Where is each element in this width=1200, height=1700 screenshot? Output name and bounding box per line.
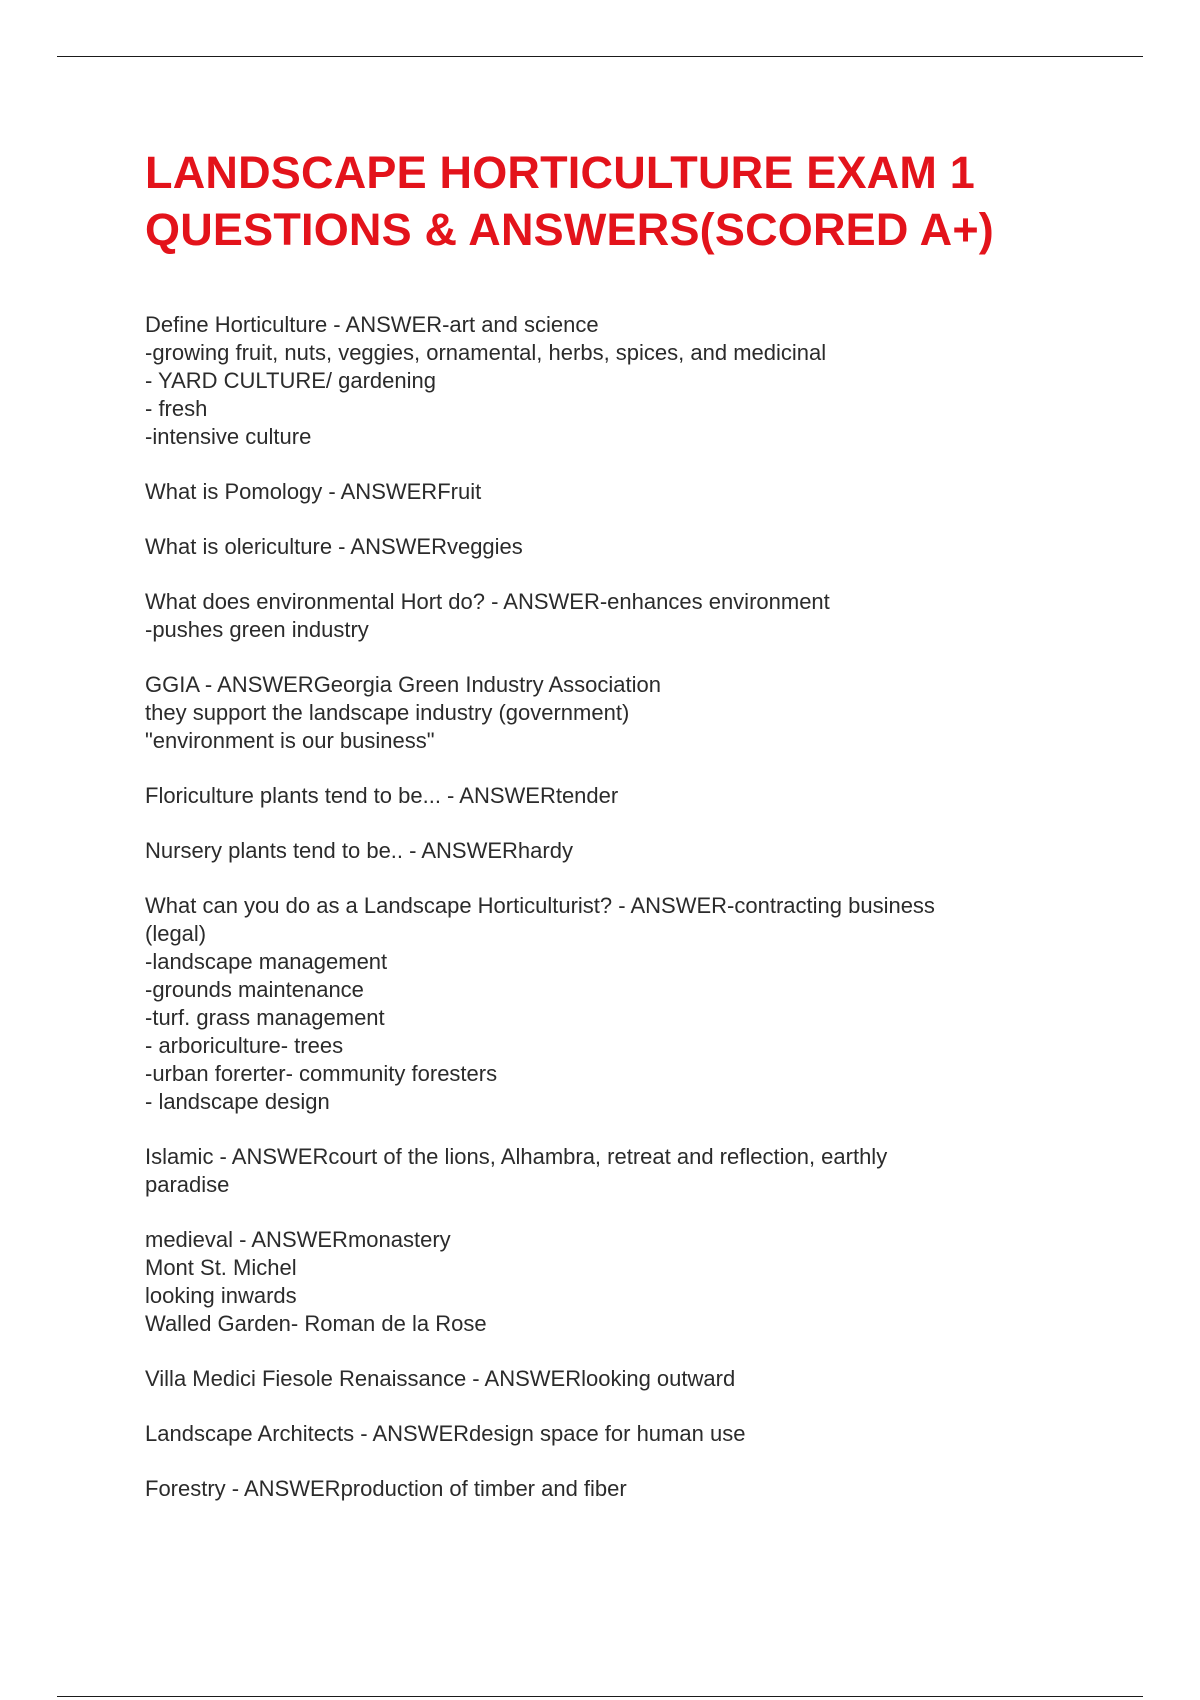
- title-line-1: LANDSCAPE HORTICULTURE EXAM 1: [145, 147, 975, 198]
- document-title: [145, 144, 1145, 258]
- qa-item-landscape-horticulturist: What can you do as a Landscape Horticulturist? - ANSWER-contracting business (legal) -landscape management -grounds maintenance -turf. grass management - arboriculture- trees -urban forerter- community foresters - landscape design: [145, 893, 935, 1114]
- qa-item-nursery: Nursery plants tend to be.. - ANSWERhardy: [145, 838, 573, 863]
- qa-item-medieval: medieval - ANSWERmonastery Mont St. Michel looking inwards Walled Garden- Roman de la Rose: [145, 1227, 487, 1336]
- bottom-divider: [57, 1696, 1143, 1697]
- qa-item-landscape-architects: Landscape Architects - ANSWERdesign space for human use: [145, 1421, 746, 1446]
- qa-item-ggia: GGIA - ANSWERGeorgia Green Industry Association they support the landscape industry (government) "environment is our business": [145, 672, 661, 753]
- qa-list: [145, 311, 1045, 1530]
- title-line-2: QUESTIONS & ANSWERS(SCORED A+): [145, 204, 994, 255]
- top-divider: [57, 56, 1143, 57]
- qa-item-forestry: Forestry - ANSWERproduction of timber and fiber: [145, 1476, 627, 1501]
- qa-item-villa-medici: Villa Medici Fiesole Renaissance - ANSWERlooking outward: [145, 1366, 736, 1391]
- qa-item-islamic: Islamic - ANSWERcourt of the lions, Alhambra, retreat and reflection, earthly paradise: [145, 1144, 888, 1197]
- qa-item-pomology: What is Pomology - ANSWERFruit: [145, 479, 482, 504]
- qa-item-floriculture: Floriculture plants tend to be... - ANSWERtender: [145, 783, 619, 808]
- qa-item-define-horticulture: Define Horticulture - ANSWER-art and science -growing fruit, nuts, veggies, ornamental, herbs, spices, and medicinal - YARD CULTURE/ gardening - fresh -intensive culture: [145, 312, 827, 449]
- qa-item-environmental-hort: What does environmental Hort do? - ANSWER-enhances environment -pushes green industry: [145, 589, 830, 642]
- qa-item-olericulture: What is olericulture - ANSWERveggies: [145, 534, 523, 559]
